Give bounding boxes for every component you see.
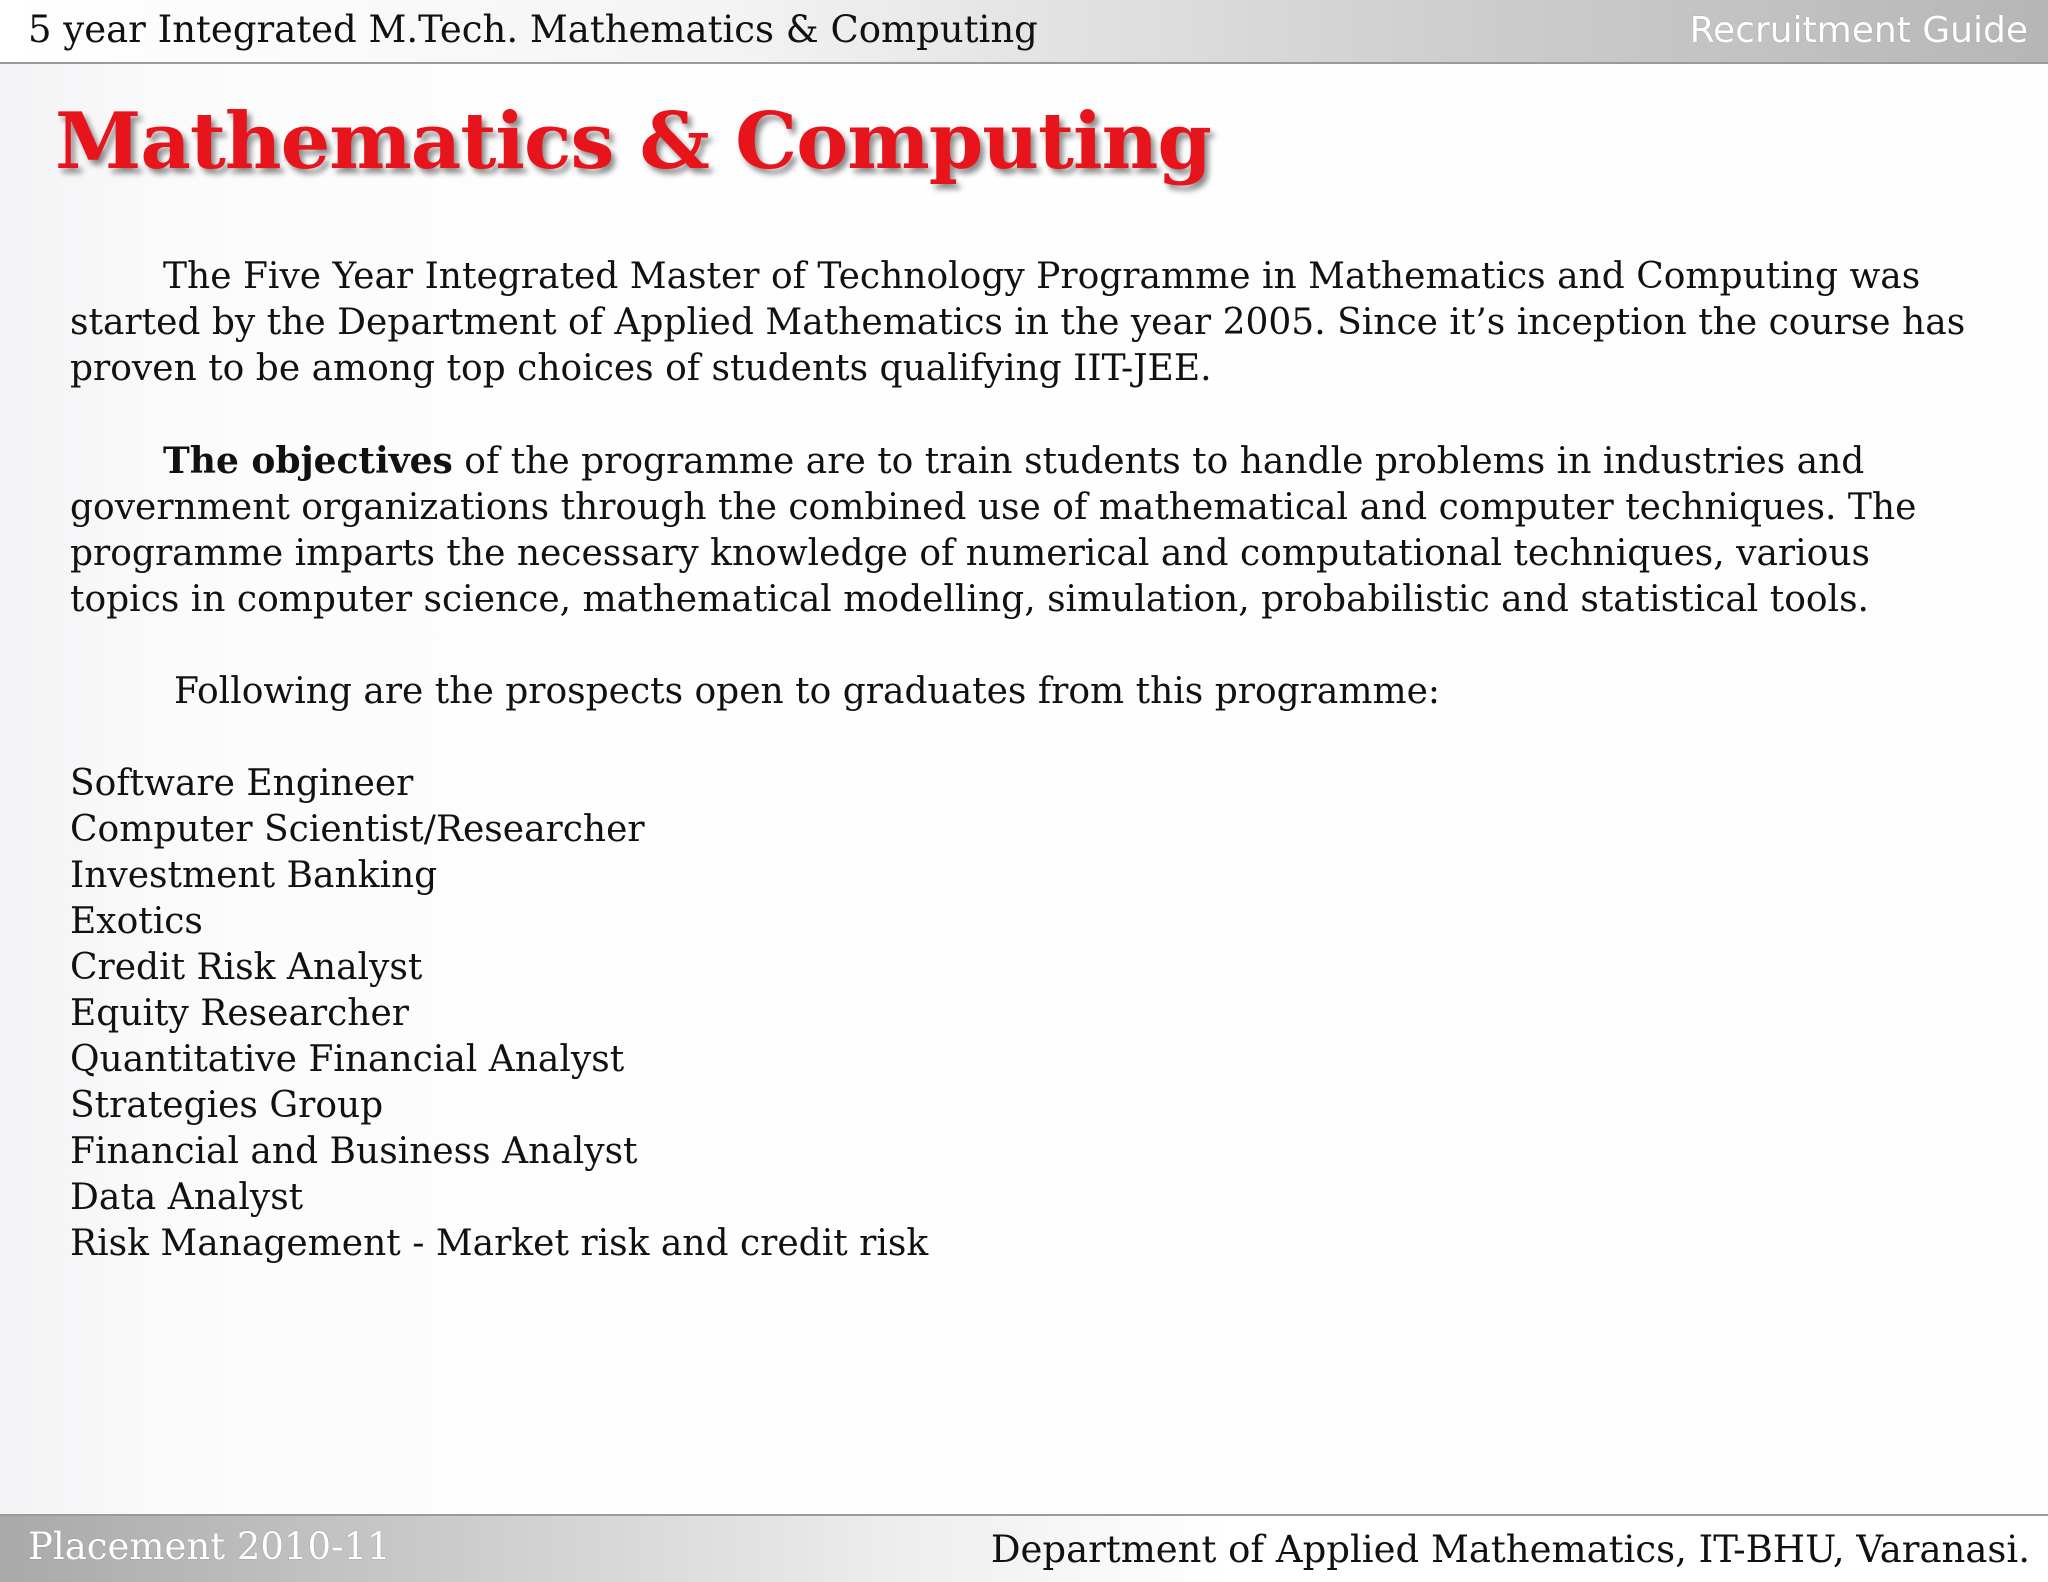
footer-bar <box>0 1514 2048 1582</box>
list-item: Credit Risk Analyst <box>70 947 423 988</box>
main-content <box>70 254 1990 1267</box>
footer-department: Department of Applied Mathematics, IT-BHU, Varanasi. <box>990 1528 2030 1571</box>
list-item: Financial and Business Analyst <box>70 1131 638 1172</box>
page-title: Mathematics & Computing <box>55 96 1211 187</box>
header-guide-label: Recruitment Guide <box>1689 10 2028 51</box>
footer-placement-year: Placement 2010-11 <box>28 1525 391 1568</box>
list-item: Quantitative Financial Analyst <box>70 1039 625 1080</box>
header-bar <box>0 0 2048 64</box>
header-program-name: 5 year Integrated M.Tech. Mathematics & Computing <box>28 8 1038 51</box>
prospects-intro: Following are the prospects open to graduates from this programme: <box>174 671 1441 712</box>
list-item: Strategies Group <box>70 1085 384 1126</box>
intro-paragraph: The Five Year Integrated Master of Technology Programme in Mathematics and Computing was started by the Department of Applied Mathematics in the year 2005. Since it’s inception the course has proven to be among top choices of students qualifying IIT-JEE. <box>70 256 1966 389</box>
list-item: Equity Researcher <box>70 993 409 1034</box>
objectives-lead: The objectives <box>163 440 453 482</box>
objectives-paragraph <box>70 438 1990 623</box>
list-item: Software Engineer <box>70 763 414 804</box>
objectives-text: of the programme are to train students to handle problems in industries and government organizations through the combined use of mathematical and computer techniques. The programme imparts the necessary knowledge of numerical and computational techniques, various topics in computer science, mathematical modelling, simulation, probabilistic and statistical tools. <box>70 441 1917 620</box>
list-item: Exotics <box>70 901 203 942</box>
list-item: Risk Management - Market risk and credit risk <box>70 1223 929 1264</box>
list-item: Data Analyst <box>70 1177 304 1218</box>
prospects-list <box>70 761 1990 1267</box>
list-item: Investment Banking <box>70 855 438 896</box>
list-item: Computer Scientist/Researcher <box>70 809 645 850</box>
